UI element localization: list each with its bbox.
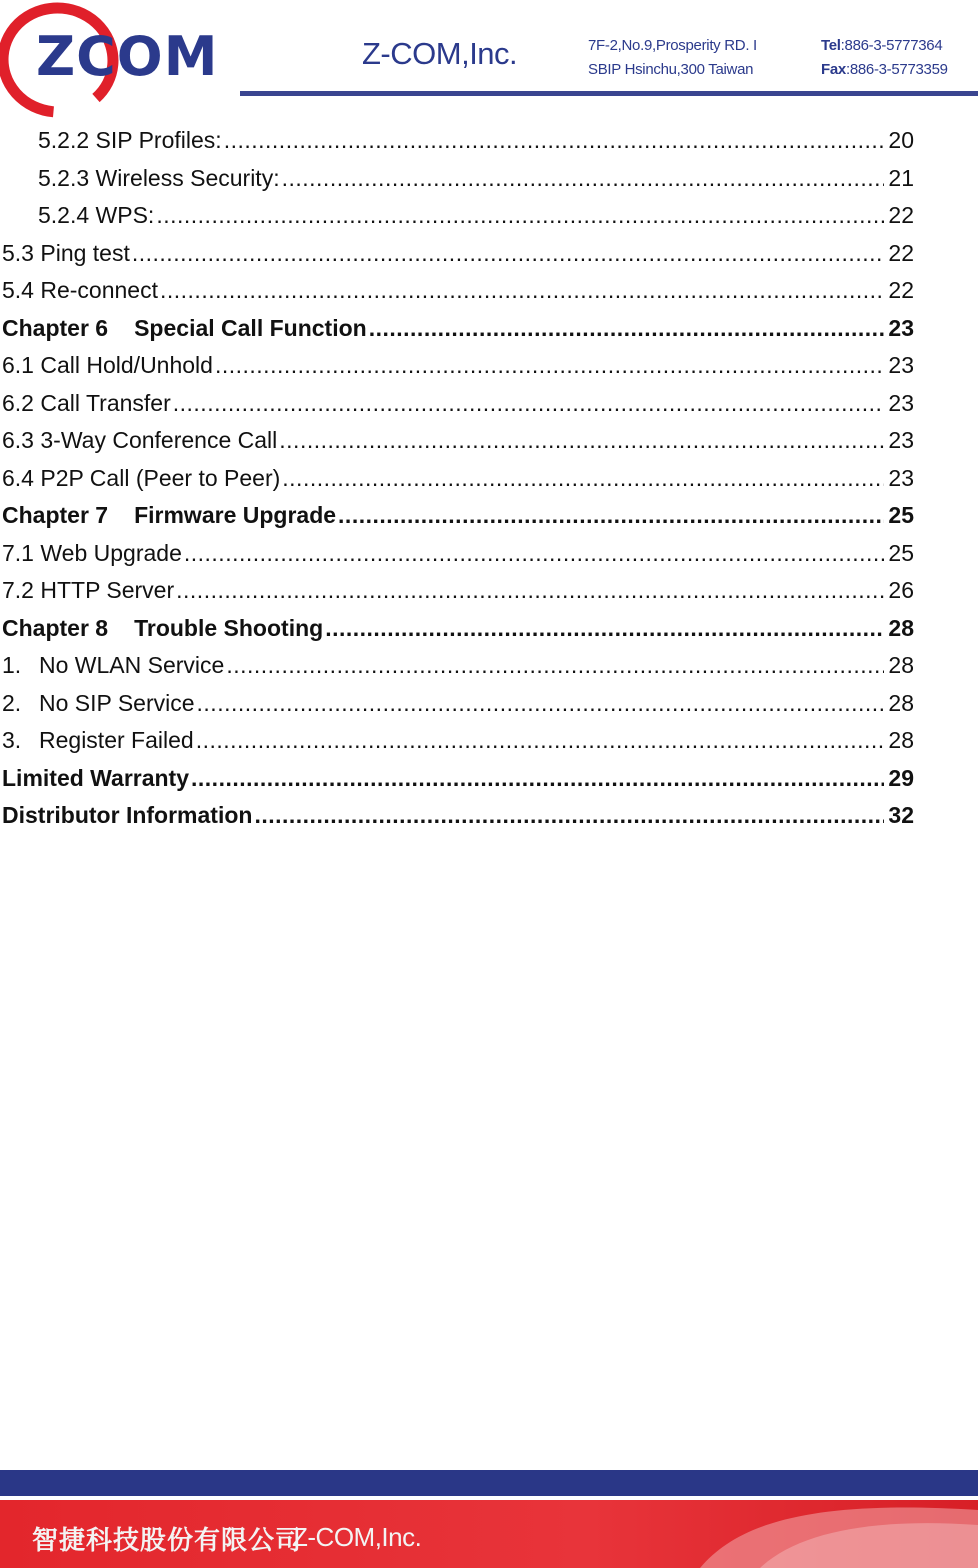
- toc-entry-label: 5.2.3 Wireless Security:: [38, 164, 280, 191]
- toc-entry-page-number: 25: [888, 539, 914, 566]
- toc-dot-leader: [173, 385, 884, 423]
- zcom-logo-text: ZCOM: [36, 25, 219, 88]
- toc-entry-number: 3.: [2, 727, 22, 753]
- toc-entry-title: [2, 647, 224, 685]
- toc-dot-leader: [282, 460, 884, 498]
- footer-chinese-company-name: 智捷科技股份有限公司: [32, 1526, 303, 1556]
- toc-entry-label: Special Call Function: [134, 314, 367, 341]
- toc-entry[interactable]: [0, 122, 914, 160]
- telephone: [821, 34, 948, 58]
- toc-entry-title: [2, 347, 213, 385]
- toc-entry-page-number: 29: [888, 764, 914, 791]
- toc-entry-page-number: 23: [888, 464, 914, 491]
- toc-entry-label: Trouble Shooting: [134, 614, 324, 641]
- toc-entry-page-number: 25: [888, 502, 914, 528]
- toc-entry[interactable]: [0, 685, 914, 723]
- toc-entry-label: 7.1 Web Upgrade: [2, 539, 182, 566]
- toc-dot-leader: [338, 497, 884, 535]
- toc-entry-label: 6.3 3-Way Conference Call: [2, 427, 278, 453]
- toc-entry[interactable]: [0, 385, 914, 423]
- header-divider: [240, 91, 978, 96]
- toc-entry-label: Limited Warranty: [2, 764, 190, 791]
- toc-entry-title: [2, 760, 189, 798]
- toc-entry-title: [2, 722, 194, 760]
- toc-dot-leader: [226, 647, 884, 685]
- tel-value: :886-3-5777364: [840, 37, 943, 54]
- toc-entry[interactable]: [0, 347, 914, 385]
- toc-entry-page-number: 22: [888, 239, 914, 266]
- toc-dot-leader: [176, 572, 884, 610]
- toc-entry-label: 6.2 Call Transfer: [2, 389, 171, 416]
- toc-dot-leader: [325, 610, 884, 648]
- toc-entry[interactable]: [0, 460, 914, 498]
- toc-entry-title: [2, 610, 323, 648]
- toc-entry-page-number: 20: [888, 127, 914, 153]
- toc-entry-page-number: 21: [888, 164, 914, 191]
- toc-entry[interactable]: [0, 797, 914, 835]
- toc-entry-number: 1.: [2, 652, 22, 678]
- page-footer: [0, 1470, 978, 1568]
- toc-entry-title: [2, 797, 252, 835]
- toc-entry-label: No WLAN Service: [39, 652, 225, 678]
- toc-entry-label: 5.4 Re-connect: [2, 277, 158, 303]
- toc-dot-leader: [254, 797, 884, 835]
- toc-dot-leader: [224, 122, 884, 160]
- toc-entry-title: [2, 272, 158, 310]
- toc-entry-label: Register Failed: [39, 727, 194, 753]
- toc-entry-number: Chapter 7: [2, 502, 109, 528]
- toc-entry-page-number: 23: [888, 314, 914, 341]
- toc-entry-title: [38, 197, 154, 235]
- toc-entry-page-number: 32: [888, 802, 914, 828]
- toc-entry-label: 5.2.2 SIP Profiles:: [38, 127, 222, 153]
- toc-entry-page-number: 22: [888, 277, 914, 303]
- toc-entry-label: No SIP Service: [39, 689, 195, 716]
- toc-entry-title: [2, 497, 336, 535]
- company-contact: [821, 34, 948, 82]
- toc-entry[interactable]: [0, 722, 914, 760]
- toc-entry[interactable]: [0, 310, 914, 348]
- toc-entry-label: 6.1 Call Hold/Unhold: [2, 352, 213, 378]
- toc-entry-label: Firmware Upgrade: [134, 502, 337, 528]
- toc-entry-title: [2, 535, 182, 573]
- toc-entry[interactable]: [0, 197, 914, 235]
- toc-entry-page-number: 28: [888, 689, 914, 716]
- toc-entry[interactable]: [0, 610, 914, 648]
- toc-entry-title: [2, 310, 367, 348]
- tel-label: Tel: [821, 37, 841, 54]
- fax-value: :886-3-5773359: [845, 61, 948, 78]
- toc-entry-page-number: 23: [888, 427, 914, 453]
- toc-entry-number: Chapter 6: [2, 314, 109, 341]
- toc-entry-title: [38, 122, 222, 160]
- toc-entry-label: 5.2.4 WPS:: [38, 202, 155, 228]
- toc-entry-number: Chapter 8: [2, 614, 109, 641]
- footer-company-name: Z-COM,Inc.: [292, 1522, 422, 1552]
- table-of-contents: [0, 122, 914, 835]
- toc-entry[interactable]: [0, 647, 914, 685]
- toc-dot-leader: [279, 422, 884, 460]
- toc-entry-title: [2, 460, 280, 498]
- toc-entry-title: [2, 385, 171, 423]
- toc-entry-page-number: 23: [888, 389, 914, 416]
- toc-dot-leader: [191, 760, 884, 798]
- toc-entry-label: Distributor Information: [2, 802, 253, 828]
- toc-dot-leader: [132, 235, 884, 273]
- toc-entry-label: 6.4 P2P Call (Peer to Peer): [2, 464, 281, 491]
- toc-entry-title: [2, 685, 195, 723]
- toc-dot-leader: [160, 272, 884, 310]
- toc-dot-leader: [156, 197, 884, 235]
- toc-entry-title: [2, 422, 277, 460]
- company-name: Z-COM,Inc.: [362, 36, 518, 71]
- toc-dot-leader: [282, 160, 884, 198]
- toc-entry-page-number: 28: [888, 614, 914, 641]
- toc-entry-page-number: 22: [888, 202, 914, 228]
- toc-entry-title: [2, 572, 174, 610]
- fax: [821, 58, 948, 82]
- toc-entry-page-number: 28: [888, 652, 914, 678]
- toc-entry-page-number: 26: [888, 577, 914, 603]
- toc-entry-label: 5.3 Ping test: [2, 239, 130, 266]
- toc-entry[interactable]: [0, 235, 914, 273]
- toc-dot-leader: [196, 722, 884, 760]
- address-line-1: 7F-2,No.9,Prosperity RD. I: [588, 37, 757, 54]
- toc-entry[interactable]: [0, 422, 914, 460]
- toc-dot-leader: [197, 685, 884, 723]
- toc-entry-page-number: 23: [888, 352, 914, 378]
- toc-entry-title: [38, 160, 280, 198]
- toc-entry-title: [2, 235, 130, 273]
- toc-dot-leader: [184, 535, 884, 573]
- toc-entry[interactable]: [0, 535, 914, 573]
- toc-entry-page-number: 28: [888, 727, 914, 753]
- fax-label: Fax: [821, 61, 846, 78]
- toc-dot-leader: [215, 347, 884, 385]
- toc-dot-leader: [369, 310, 884, 348]
- toc-entry[interactable]: [0, 760, 914, 798]
- toc-entry[interactable]: [0, 272, 914, 310]
- toc-entry[interactable]: [0, 497, 914, 535]
- toc-entry[interactable]: [0, 160, 914, 198]
- toc-entry-number: 2.: [2, 689, 22, 716]
- address-line-2: SBIP Hsinchu,300 Taiwan: [588, 61, 754, 78]
- page-header: [0, 0, 978, 122]
- toc-entry[interactable]: [0, 572, 914, 610]
- company-address: [588, 34, 757, 82]
- toc-entry-label: 7.2 HTTP Server: [2, 577, 175, 603]
